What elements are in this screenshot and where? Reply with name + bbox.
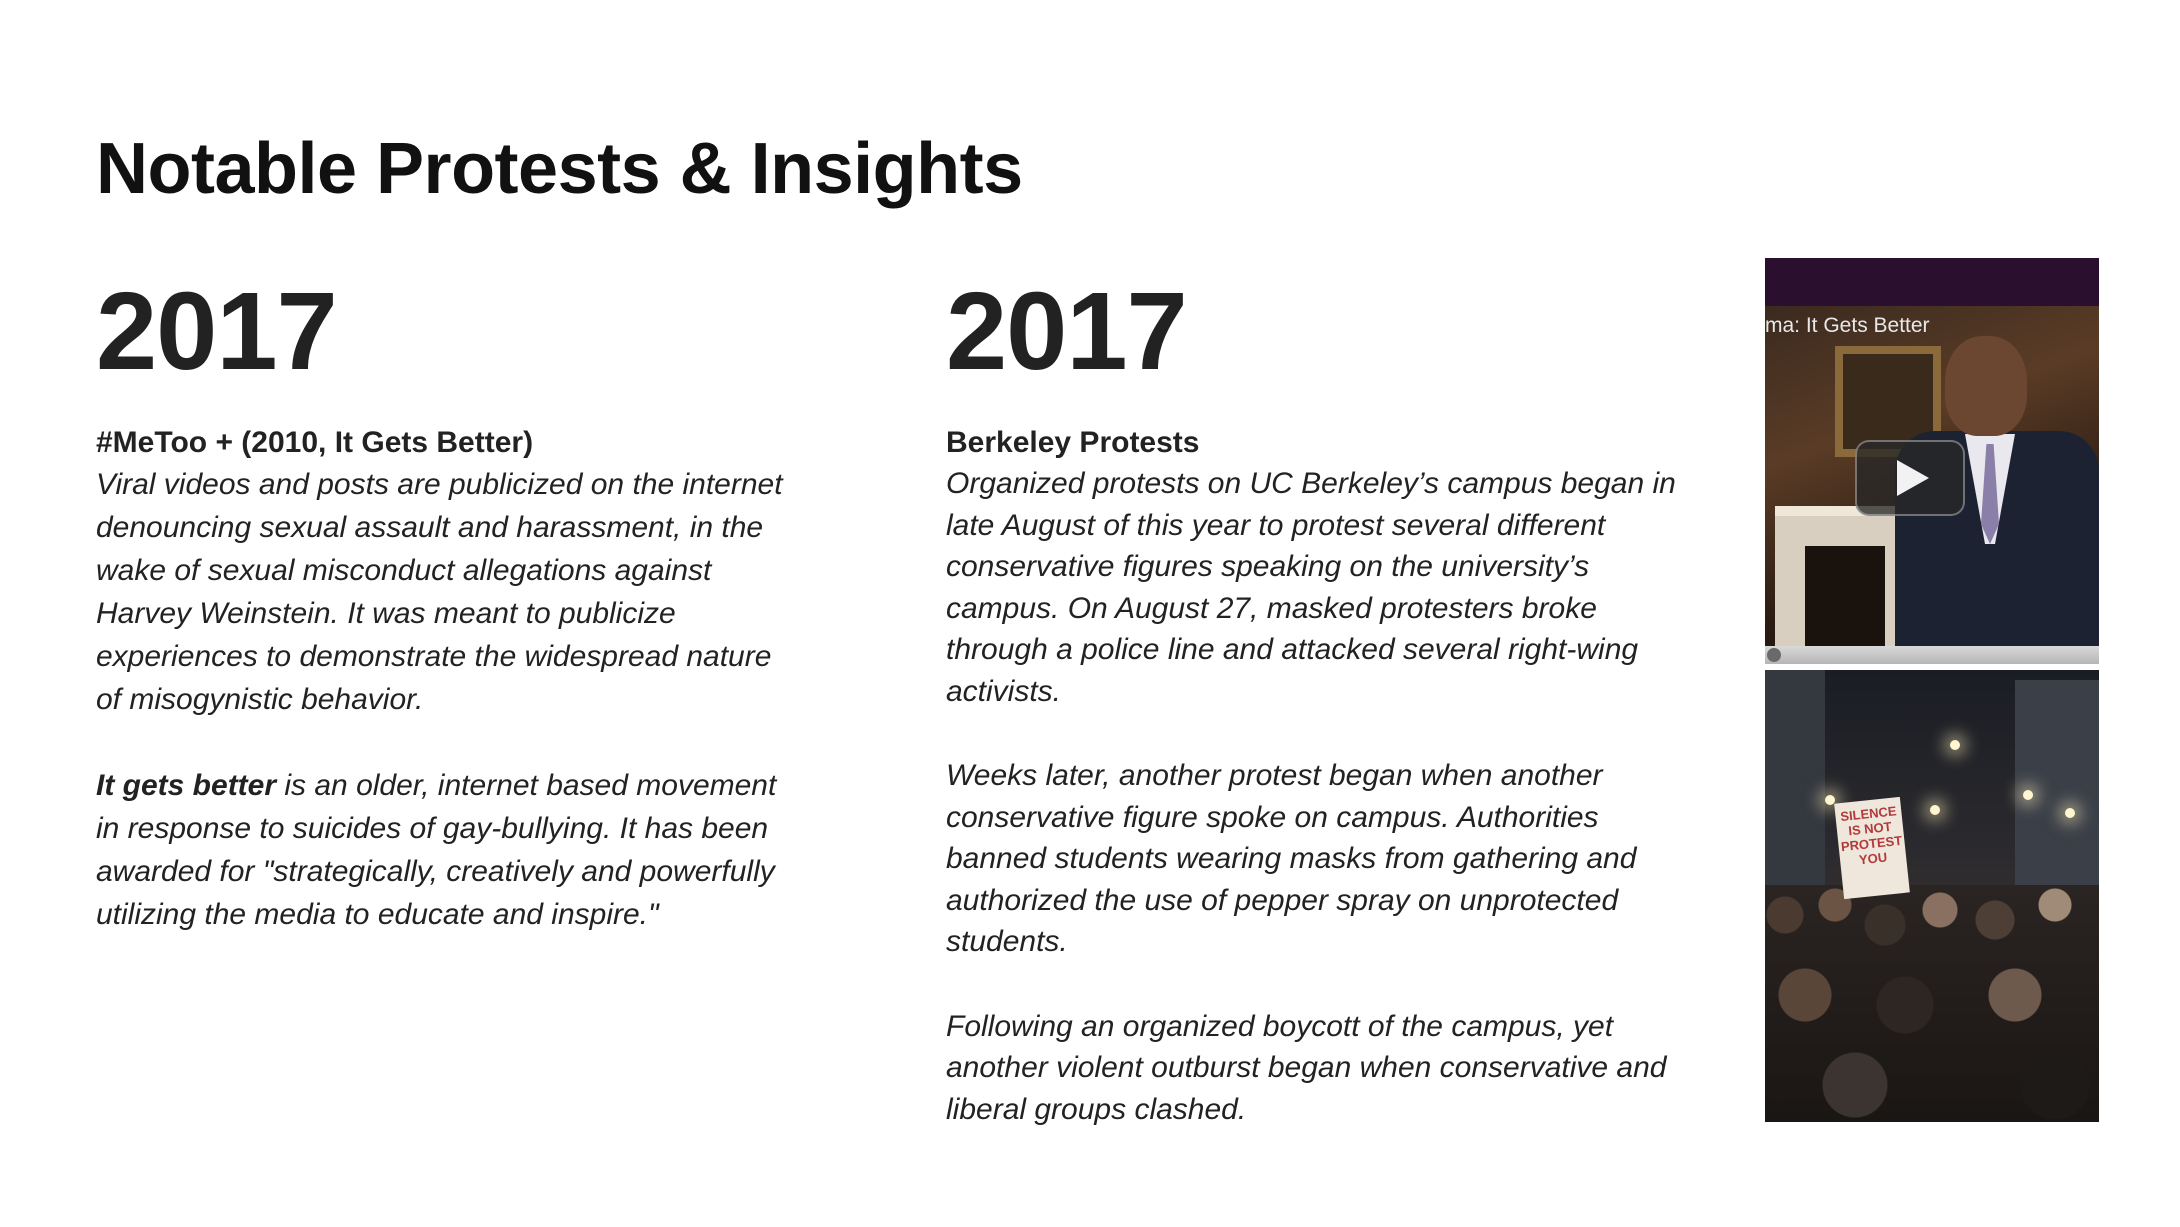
slide-title: Notable Protests & Insights (96, 129, 1023, 209)
it-gets-better-bold: It gets better (96, 769, 277, 802)
video-scrubber[interactable] (1767, 648, 1781, 662)
left-column (96, 272, 796, 936)
crowd (1765, 885, 2099, 1122)
left-subhead: #MeToo + (2010, It Gets Better) (96, 426, 534, 459)
left-year: 2017 (96, 270, 337, 393)
protest-sign: SILENCE IS NOT PROTEST YOU (1834, 797, 1910, 899)
middle-year: 2017 (946, 270, 1187, 393)
middle-paragraph-3: Following an organized boycott of the campus, yet another violent outburst began when conservative and liberal groups clashed. (946, 1009, 1667, 1126)
fireplace (1775, 506, 1915, 646)
street-light (1950, 740, 1960, 750)
middle-column (946, 272, 1686, 1130)
street-light (2065, 808, 2075, 818)
middle-subhead: Berkeley Protests (946, 426, 1200, 459)
play-icon (1897, 460, 1929, 496)
video-top-bar (1765, 258, 2099, 306)
play-button[interactable] (1855, 440, 1965, 516)
middle-paragraph-1: Organized protests on UC Berkeley’s campus began in late August of this year to protest several different conservative figures speaking on the university’s campus. On August 27, masked protesters broke through a police line and attacked several right-wing activists. (946, 467, 1676, 708)
media-column (1765, 258, 2099, 1122)
left-paragraph-2 (96, 764, 796, 936)
left-paragraph-1: Viral videos and posts are publicized on the internet denouncing sexual assault and harassment, in the wake of sexual misconduct allegations against Harvey Weinstein. It was meant to publicize experiences to demonstrate the widespread nature of misogynistic behavior. (96, 468, 783, 716)
video-progress-bar[interactable] (1765, 646, 2099, 664)
street-light (2023, 790, 2033, 800)
street-light (1930, 805, 1940, 815)
left-paragraph-2-rest: is an older, internet based movement in response to suicides of gay-bullying. It has been awarded for "strategically, creatively and powerfully utilizing the media to educate and inspire." (96, 769, 777, 931)
middle-paragraph-2: Weeks later, another protest began when another conservative figure spoke on campus. Authorities banned students wearing masks from gathering and authorized the use of pepper spray on unprotected students. (946, 759, 1637, 958)
video-player[interactable] (1765, 258, 2099, 664)
person-head (1945, 336, 2027, 436)
protest-crowd-photo (1765, 670, 2099, 1122)
video-caption: ma: It Gets Better (1765, 314, 1930, 337)
